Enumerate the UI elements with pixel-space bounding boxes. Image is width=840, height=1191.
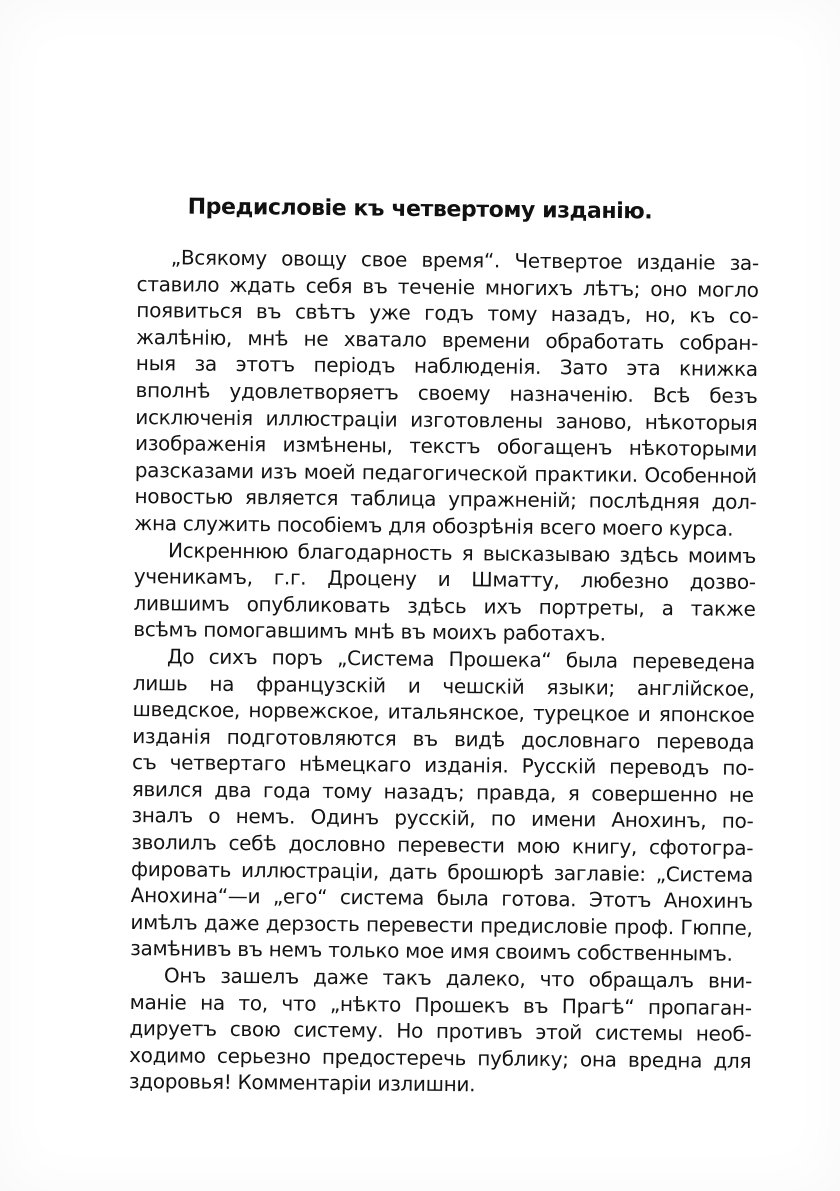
text-line: зналъ о немъ. Одинъ русскій, по имени Анохинъ, по- xyxy=(131,803,754,834)
text-line: ставило ждать себя въ теченіе многихъ лѣтъ; оно могло xyxy=(136,271,759,302)
text-line: Онъ зашелъ даже такъ далеко, что обращалъ вни- xyxy=(163,963,753,993)
text-line: До сихъ поръ „Система Прошека“ была переведена xyxy=(166,644,756,674)
text-line: ныя за этотъ періодъ наблюденія. Зато эта книжка xyxy=(135,351,758,382)
text-line: дируетъ свою систему. Но противъ этой системы необ- xyxy=(129,1016,752,1047)
text-line: зволилъ себѣ дословно перевести мою книгу, сфотогра- xyxy=(131,830,754,861)
text-line: вполнѣ удовлетворяетъ своему назначенію. Всѣ безъ xyxy=(135,377,758,408)
text-line: жалѣнію, мнѣ не хватало времени обработать собран- xyxy=(135,324,759,355)
text-line: маніе на то, что „нѣкто Прошекъ въ Прагѣ“ пропаган- xyxy=(129,989,752,1020)
text-line: явился два года тому назадъ; правда, я совершенно не xyxy=(131,776,754,807)
text-line: ученикамъ, г.г. Дроцену и Шматту, любезно дозво- xyxy=(133,564,756,595)
text-line: съ четвертаго нѣмецкаго изданія. Русскій переводъ по- xyxy=(131,750,755,781)
body-text xyxy=(129,244,759,1101)
text-line: новостью является таблица упражненій; послѣдняя дол- xyxy=(134,484,757,515)
text-line: жна служить пособіемъ для обозрѣнія всего моего курса. xyxy=(134,510,734,541)
text-line: изображенія измѣнены, текстъ обогащенъ нѣкоторыми xyxy=(134,431,758,462)
text-line: лившимъ опубликовать здѣсь ихъ портреты, а также xyxy=(133,590,756,621)
text-line: ходимо серьезно предостеречь публику; она вредна для xyxy=(129,1042,752,1073)
text-line: исключенія иллюстраціи изготовлены заново, нѣкоторыя xyxy=(135,404,758,435)
text-line: Анохина“—и „его“ система была готова. Этотъ Анохинъ xyxy=(130,883,753,914)
page-title: Предисловіе къ четвертому изданію. xyxy=(187,194,653,225)
text-line: здоровья! Комментаріи излишни. xyxy=(128,1069,476,1097)
text-line: имѣлъ даже дерзость перевести предисловіе проф. Гюппе, xyxy=(130,909,753,940)
text-line: фировать иллюстраціи, дать брошюрѣ заглавіе: „Система xyxy=(130,856,754,887)
text-line: „Всякому овощу свое время“. Четвертое изданіе за- xyxy=(170,245,759,275)
text-line: шведское, норвежское, итальянское, турецкое и японское xyxy=(132,697,755,728)
text-line: замѣнивъ въ немъ только мое имя своимъ собственнымъ. xyxy=(130,936,733,967)
text-line: разсказами изъ моей педагогической практики. Особенной xyxy=(134,457,757,488)
text-line: появиться въ свѣтъ уже годъ тому назадъ, но, къ со- xyxy=(136,298,759,329)
text-line: Искреннюю благодарность я высказываю здѣсь моимъ xyxy=(167,537,757,568)
text-line: лишь на французскій и чешскій языки; англійское, xyxy=(132,670,755,701)
text-line: всѣмъ помогавшимъ мнѣ въ моихъ работахъ. xyxy=(133,617,606,646)
text-line: изданія подготовляются въ видѣ дословнаго перевода xyxy=(132,723,755,754)
